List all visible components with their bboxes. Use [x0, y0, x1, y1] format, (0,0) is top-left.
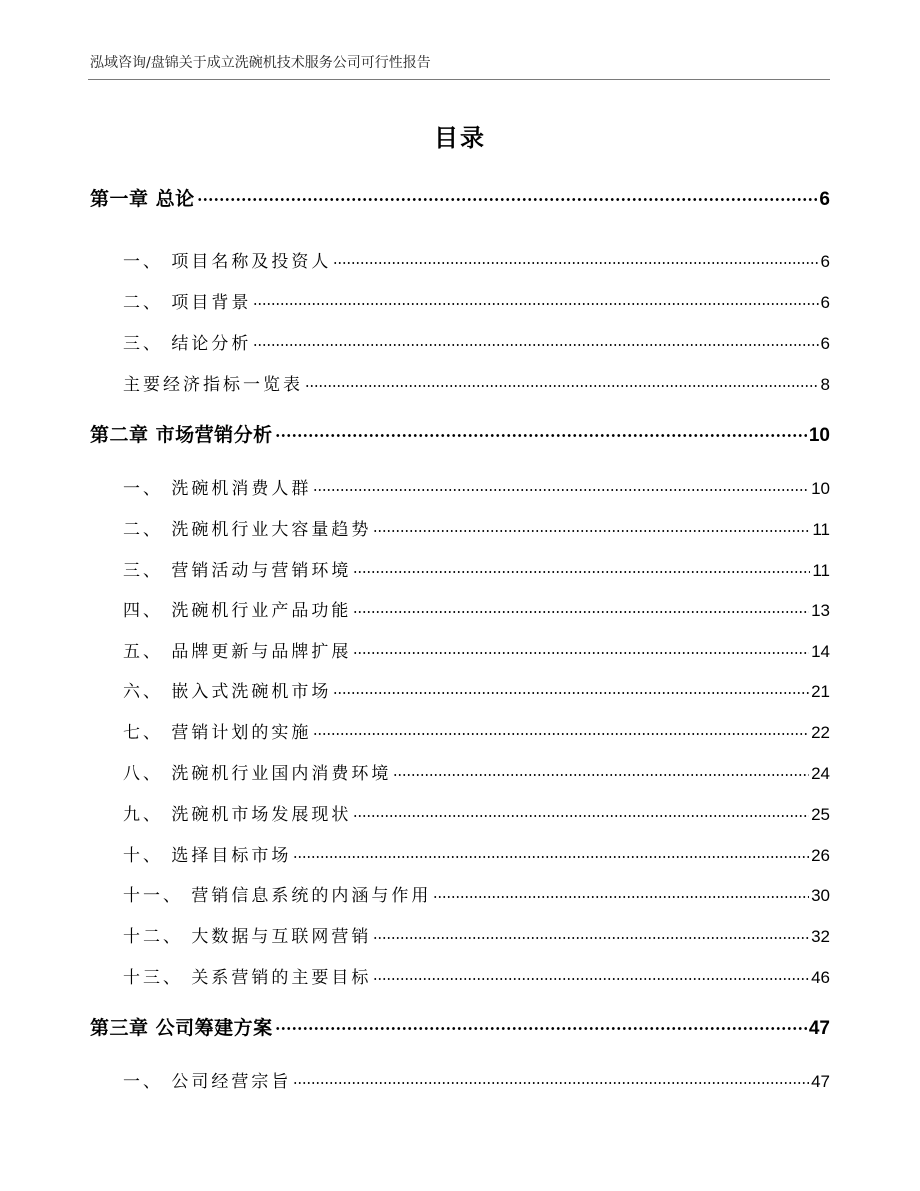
dot-leader — [353, 640, 809, 657]
toc-entry-label: 五、 品牌更新与品牌扩展 — [123, 642, 352, 662]
toc-entry-page: 14 — [811, 642, 830, 661]
running-header: 泓域咨询/盘锦关于成立洗碗机技术服务公司可行性报告 — [90, 55, 431, 71]
toc-entry-section[interactable] — [123, 963, 830, 988]
toc-entry-chapter-2[interactable] — [90, 420, 830, 447]
toc-entry-label: 第一章 总论 — [90, 188, 195, 210]
toc-entry-section[interactable] — [123, 922, 830, 947]
dot-leader — [433, 884, 809, 901]
toc-entry-label: 六、 嵌入式洗碗机市场 — [123, 682, 332, 702]
toc-entry-section[interactable] — [123, 881, 830, 906]
dot-leader — [253, 291, 818, 308]
dot-leader — [293, 844, 809, 861]
dot-leader — [373, 518, 810, 535]
dot-leader — [333, 680, 809, 697]
toc-entry-section[interactable] — [123, 800, 830, 825]
toc-entry-page: 6 — [819, 189, 830, 210]
toc-entry-label: 主要经济指标一览表 — [123, 375, 303, 395]
dot-leader — [373, 966, 809, 983]
toc-entry-label: 一、 项目名称及投资人 — [123, 252, 332, 272]
toc-entry-label: 二、 项目背景 — [123, 293, 252, 313]
toc-entry-page: 11 — [812, 520, 830, 539]
toc-entry-page: 25 — [811, 805, 830, 824]
toc-entry-page: 47 — [808, 1018, 830, 1039]
dot-leader — [313, 477, 809, 494]
toc-entry-page: 21 — [811, 682, 830, 701]
dot-leader — [197, 186, 818, 205]
toc-entry-chapter-1[interactable] — [90, 184, 830, 211]
toc-entry-section[interactable] — [123, 288, 830, 313]
toc-entry-label: 第二章 市场营销分析 — [90, 424, 273, 446]
toc-entry-page: 24 — [811, 764, 830, 783]
toc-entry-page: 10 — [811, 479, 830, 498]
toc-entry-section[interactable] — [123, 596, 830, 621]
dot-leader — [275, 422, 807, 441]
toc-entry-label: 八、 洗碗机行业国内消费环境 — [123, 764, 392, 784]
header-divider — [88, 79, 830, 80]
dot-leader — [293, 1070, 809, 1087]
toc-entry-label: 二、 洗碗机行业大容量趋势 — [123, 520, 372, 540]
dot-leader — [353, 559, 810, 576]
toc-entry-label: 一、 公司经营宗旨 — [123, 1072, 292, 1092]
toc-entry-section[interactable] — [123, 247, 830, 272]
toc-entry-label: 四、 洗碗机行业产品功能 — [123, 601, 352, 621]
dot-leader — [353, 599, 809, 616]
toc-entry-page: 8 — [820, 375, 830, 394]
toc-entry-page: 11 — [812, 561, 830, 580]
toc-entry-label: 三、 营销活动与营销环境 — [123, 561, 352, 581]
dot-leader — [373, 925, 809, 942]
toc-entry-section[interactable] — [123, 474, 830, 499]
toc-entry-label: 十二、 大数据与互联网营销 — [123, 927, 372, 947]
dot-leader — [353, 803, 809, 820]
toc-entry-section[interactable] — [123, 759, 830, 784]
toc-entry-label: 七、 营销计划的实施 — [123, 723, 312, 743]
toc-entry-page: 26 — [811, 846, 830, 865]
toc-entry-label: 第三章 公司筹建方案 — [90, 1017, 273, 1039]
toc-entry-section[interactable] — [123, 677, 830, 702]
toc-entry-section[interactable] — [123, 556, 830, 581]
toc-entry-section[interactable] — [123, 841, 830, 866]
toc-entry-page: 32 — [811, 927, 830, 946]
toc-entry-label: 十一、 营销信息系统的内涵与作用 — [123, 886, 432, 906]
dot-leader — [253, 332, 818, 349]
toc-entry-page: 6 — [820, 293, 830, 312]
toc-entry-page: 10 — [808, 425, 830, 446]
toc-entry-chapter-3[interactable] — [90, 1013, 830, 1040]
dot-leader — [333, 250, 818, 267]
toc-entry-page: 6 — [820, 252, 830, 271]
toc-entry-page: 46 — [811, 968, 830, 987]
toc-entry-label: 十、 选择目标市场 — [123, 846, 292, 866]
dot-leader — [393, 762, 809, 779]
toc-entry-page: 30 — [811, 886, 830, 905]
dot-leader — [313, 721, 809, 738]
toc-entry-label: 三、 结论分析 — [123, 334, 252, 354]
toc-entry-section[interactable] — [123, 637, 830, 662]
toc-entry-label: 一、 洗碗机消费人群 — [123, 479, 312, 499]
toc-entry-section[interactable] — [123, 329, 830, 354]
toc-entry-section[interactable] — [123, 370, 830, 395]
toc-entry-page: 22 — [811, 723, 830, 742]
toc-entry-label: 九、 洗碗机市场发展现状 — [123, 805, 352, 825]
dot-leader — [275, 1015, 807, 1034]
toc-entry-section[interactable] — [123, 718, 830, 743]
toc-title: 目录 — [434, 124, 486, 152]
toc-entry-section[interactable] — [123, 1067, 830, 1092]
toc-entry-page: 6 — [820, 334, 830, 353]
toc-entry-page: 47 — [811, 1072, 830, 1091]
toc-entry-section[interactable] — [123, 515, 830, 540]
dot-leader — [305, 373, 819, 390]
toc-entry-label: 十三、 关系营销的主要目标 — [123, 968, 372, 988]
toc-entry-page: 13 — [811, 601, 830, 620]
